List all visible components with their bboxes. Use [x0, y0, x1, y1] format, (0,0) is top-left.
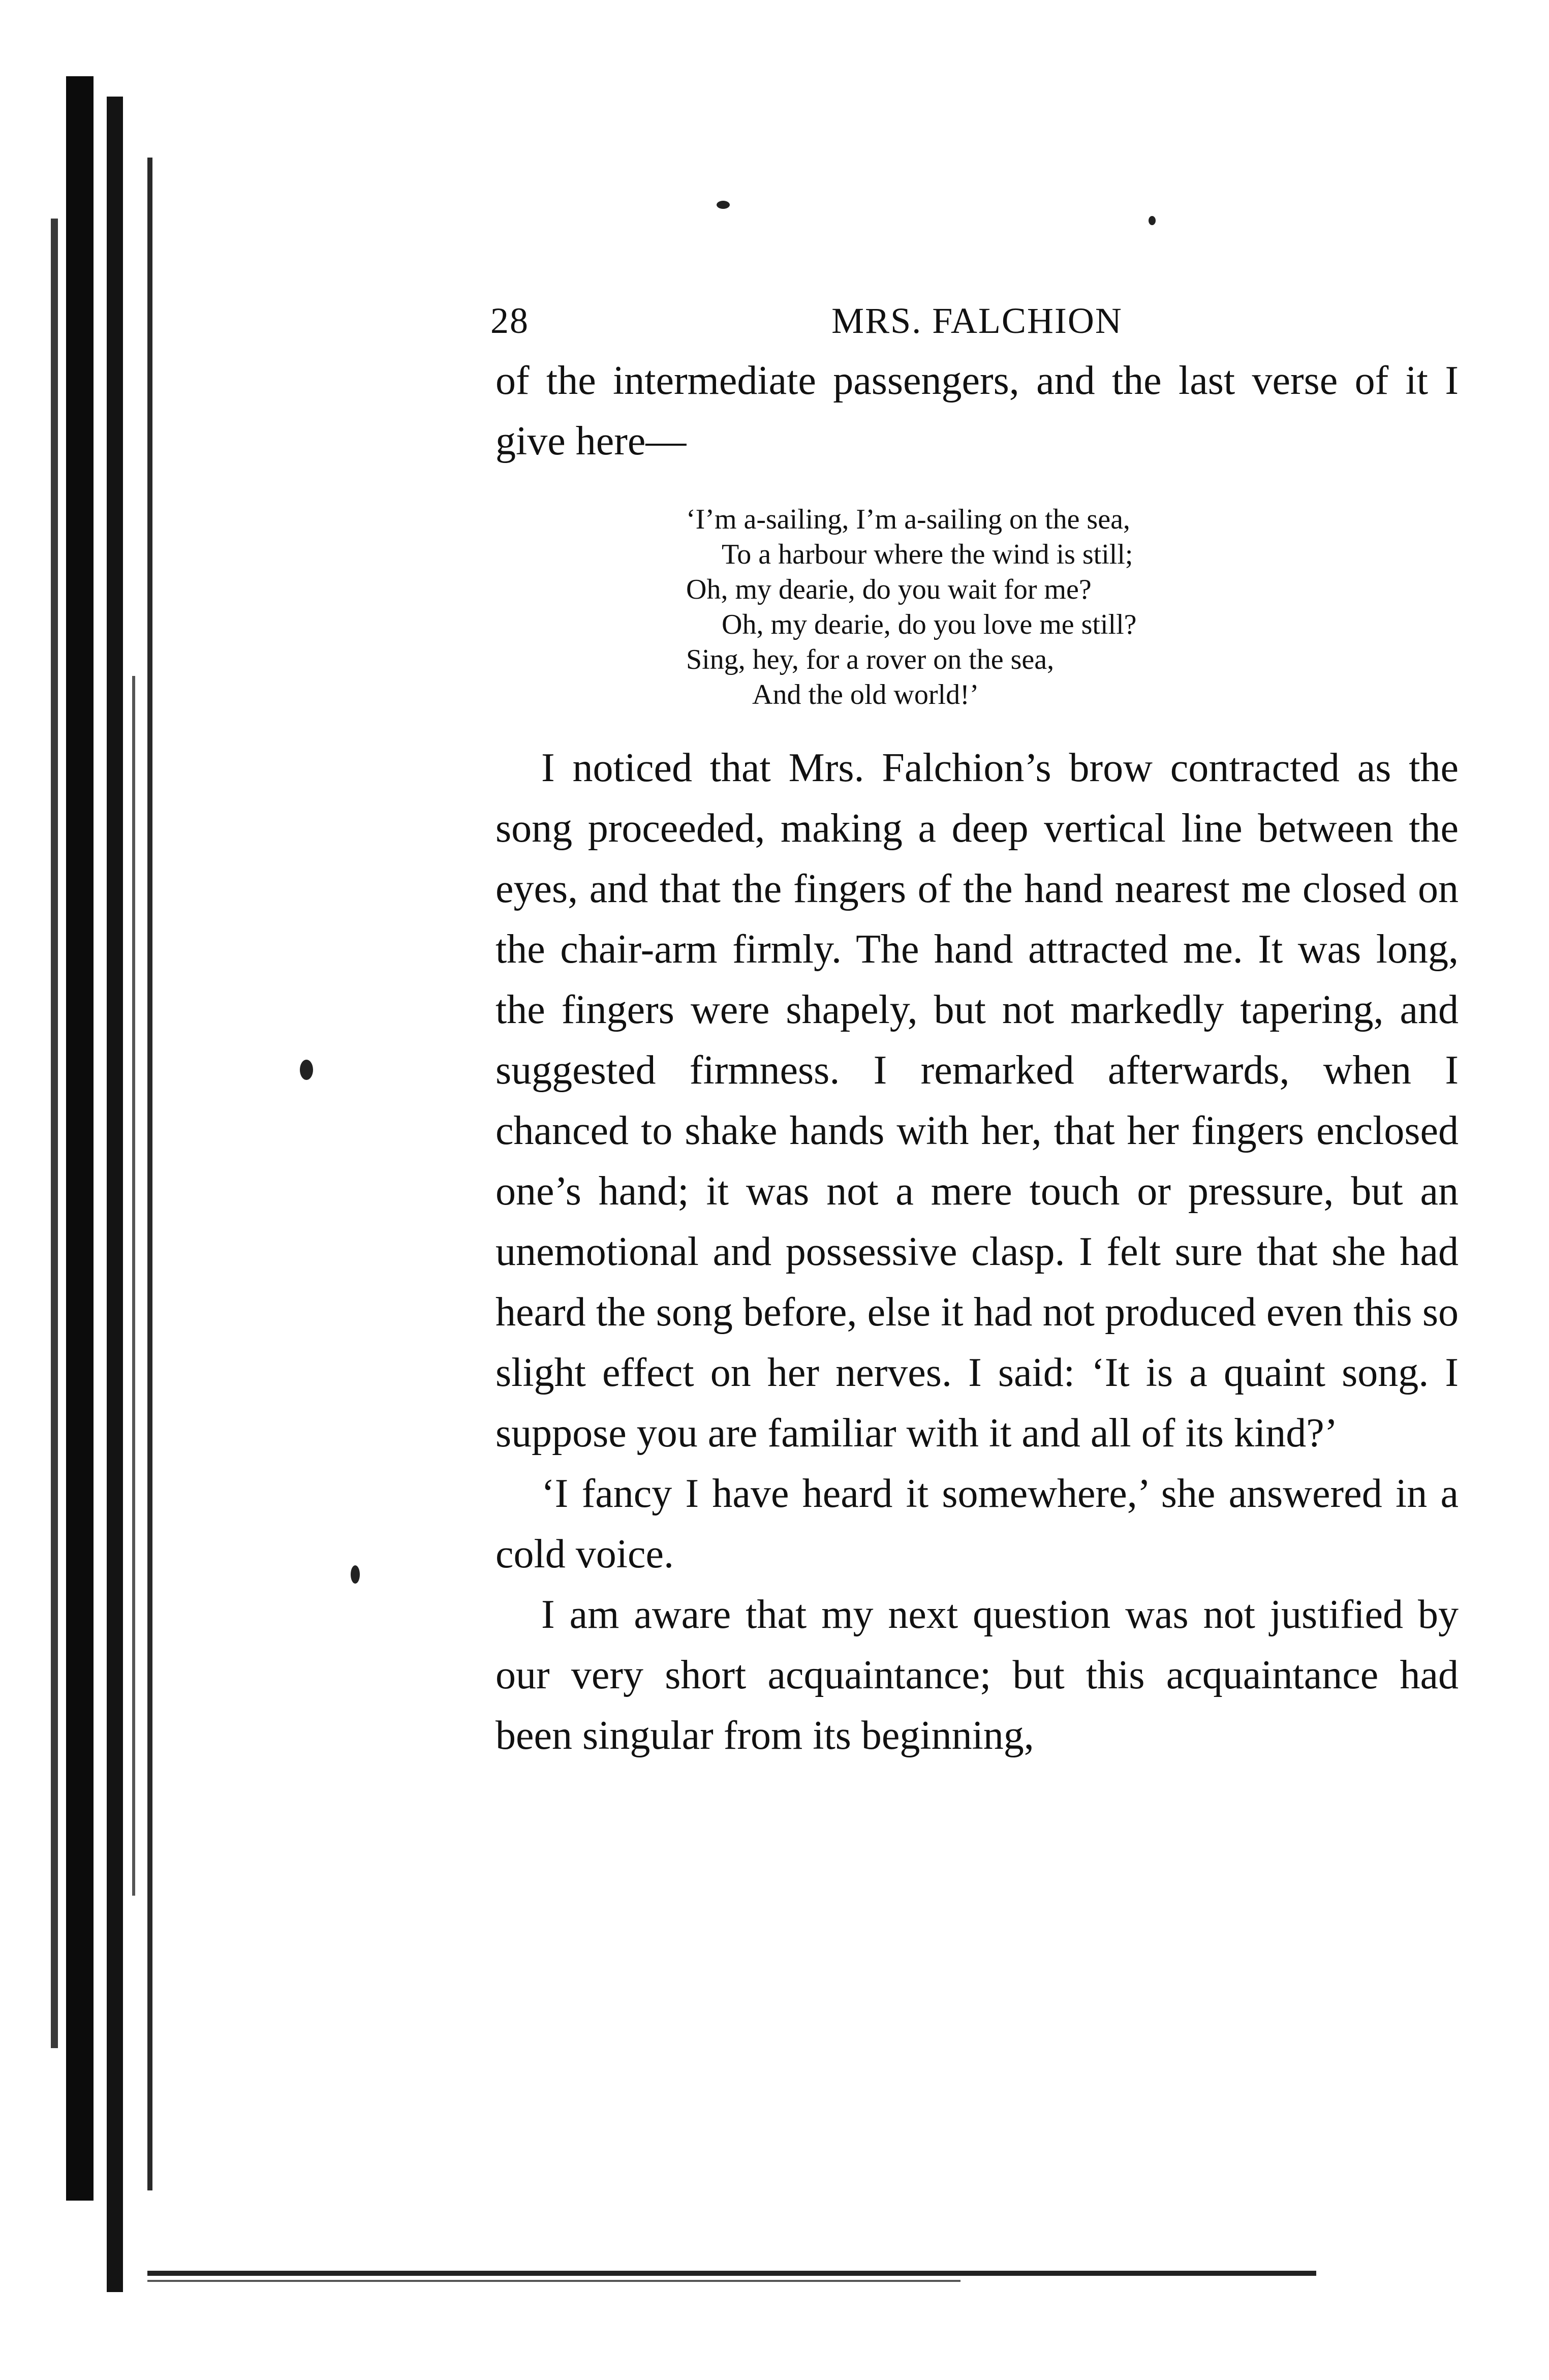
- scan-speck: [717, 201, 730, 209]
- verse-line: To a harbour where the wind is still;: [722, 539, 1133, 570]
- page-header: [490, 295, 1459, 351]
- running-title: MRS. FALCHION: [831, 300, 1123, 341]
- paragraph: I am aware that my next question was not justified by our very short acquaintance; but this acquaintance had been singular from its beginning,: [495, 1592, 1459, 1758]
- scan-speck: [300, 1060, 313, 1080]
- verse-line: ‘I’m a-sailing, I’m a-sailing on the sea,: [686, 504, 1130, 535]
- binding-shadow-band: [66, 76, 94, 2201]
- bottom-edge-shadow: [147, 2271, 1316, 2276]
- scan-speck: [351, 1565, 360, 1584]
- binding-shadow-band: [147, 158, 152, 2190]
- book-page: [490, 295, 1459, 1766]
- scan-speck: [1149, 216, 1156, 225]
- song-verse: [686, 502, 1459, 713]
- paragraph: of the intermediate passengers, and the last verse of it I give here—: [495, 358, 1459, 463]
- binding-shadow-band: [107, 97, 123, 2292]
- paragraph: ‘I fancy I have heard it somewhere,’ she answered in a cold voice.: [495, 1471, 1459, 1577]
- binding-shadow: [51, 66, 168, 2312]
- verse-line: Sing, hey, for a rover on the sea,: [686, 644, 1055, 675]
- binding-shadow-band: [132, 676, 135, 1896]
- verse-line: And the old world!’: [752, 679, 979, 710]
- binding-shadow-band: [51, 219, 58, 2048]
- bottom-edge-shadow: [147, 2280, 961, 2282]
- page-number: 28: [490, 300, 529, 341]
- verse-line: Oh, my dearie, do you wait for me?: [686, 574, 1092, 605]
- paragraph: I noticed that Mrs. Falchion’s brow contracted as the song proceeded, making a deep vertical line between the eyes, and that the fingers of the hand nearest me closed on the chair-arm firmly. The hand attracted me. It was long, the fingers were shapely, but not markedly tapering, and suggested firmness. I remarked afterwards, when I chanced to shake hands with her, that her fingers enclosed one’s hand; it was not a mere touch or pressure, but an unemotional and possessive clasp. I felt sure that she had heard the song before, else it had not produced even this so slight effect on her nerves. I said: ‘It is a quaint song. I suppose you are familiar with it and all of its kind?’: [495, 746, 1459, 1456]
- verse-line: Oh, my dearie, do you love me still?: [722, 609, 1137, 640]
